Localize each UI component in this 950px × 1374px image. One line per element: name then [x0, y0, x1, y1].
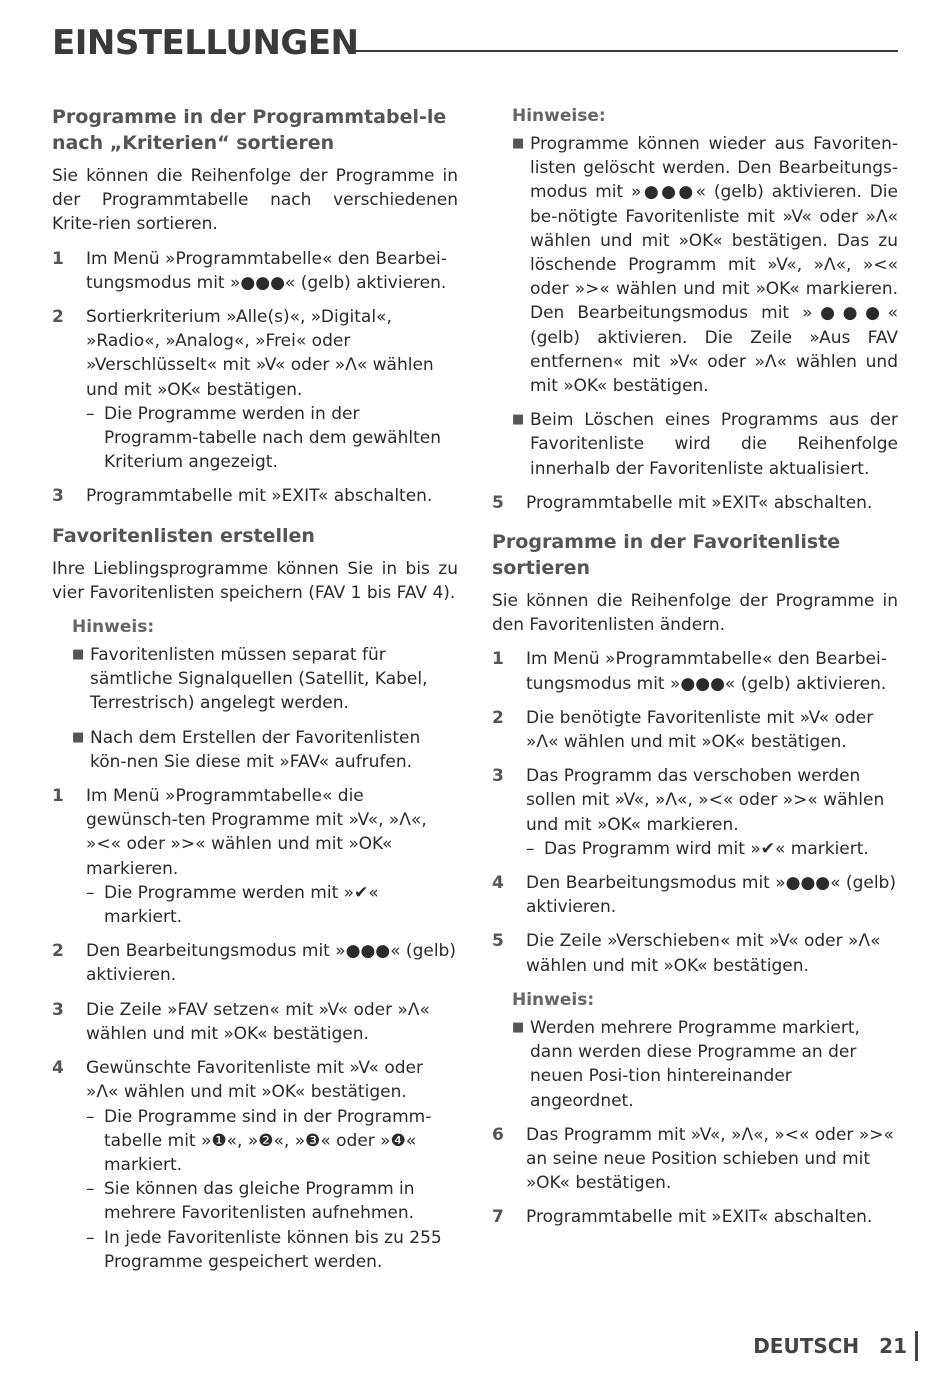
result-text: Sie können das gleiche Programm in mehrere Favoritenlisten aufnehmen. — [104, 1179, 415, 1224]
result-text: Die Programme sind in der Programm-tabelle mit »❶«, »❷«, »❸« oder »❹« markiert. — [104, 1106, 432, 1175]
intro-favorites-sort: Sie können die Reihenfolge der Programme in den Favoritenlisten ändern. — [492, 591, 898, 636]
note-label: Hinweise: — [512, 106, 606, 126]
step-text: Programmtabelle mit »EXIT« abschalten. — [526, 1207, 873, 1228]
note-label: Hinweis: — [512, 989, 595, 1010]
result-line — [86, 1105, 458, 1178]
result-text: Die Programme werden mit »✔« markiert. — [104, 882, 379, 928]
step-item — [492, 764, 898, 861]
note-box — [492, 988, 898, 1113]
step-number: 1 — [52, 248, 64, 269]
step-body — [86, 305, 458, 474]
dash-mark: – — [86, 1227, 95, 1248]
note-box — [492, 104, 898, 481]
note-text: Nach dem Erstellen der Favoritenlisten kön-nen Sie diese mit »FAV« aufrufen. — [90, 727, 421, 772]
section-favorites-sort — [492, 529, 898, 1229]
step-text: Den Bearbeitungsmodus mit »●●●« (gelb) aktivieren. — [86, 941, 456, 986]
step-item — [492, 491, 898, 515]
step-number: 1 — [52, 786, 64, 807]
square-bullet-icon: ■ — [512, 1019, 525, 1035]
dash-mark: – — [86, 1106, 95, 1127]
step-item — [52, 998, 458, 1046]
step-number: 5 — [492, 931, 504, 952]
step-number: 1 — [492, 649, 504, 670]
section-sort-criteria — [52, 104, 458, 509]
note-bullet — [512, 132, 898, 398]
step-text: Gewünschte Favoritenliste mit »V« oder »Λ« wählen und mit »OK« bestätigen. — [86, 1058, 424, 1103]
page-title: EINSTELLUNGEN — [52, 23, 359, 63]
step-item — [492, 706, 898, 754]
step-item — [52, 784, 458, 929]
note-text: Werden mehrere Programme markiert, dann werden diese Programme an der neuen Posi-tion hintereinander angeordnet. — [530, 1017, 860, 1111]
left-column — [52, 104, 458, 1288]
intro-favorites-create: Ihre Lieblingsprogramme können Sie in bis zu vier Favoritenlisten speichern (FAV 1 bis FAV 4). — [52, 558, 458, 603]
note-label: Hinweis: — [72, 617, 155, 638]
title-rule — [352, 50, 898, 52]
result-line — [86, 1226, 458, 1274]
step-item — [492, 1205, 898, 1229]
step-item — [492, 929, 898, 977]
step-text: Im Menü »Programmtabelle« die gewünsch-ten Programme mit »V«, »Λ«, »<« oder »>« wählen und mit »OK« markieren. — [86, 786, 427, 879]
result-text: In jede Favoritenliste können bis zu 255 Programme gespeichert werden. — [104, 1227, 442, 1272]
step-item — [52, 247, 458, 295]
note-box — [52, 615, 458, 774]
step-number: 7 — [492, 1207, 504, 1228]
footer-language: DEUTSCH — [753, 1334, 860, 1358]
page-number: 21 — [871, 1331, 918, 1361]
step-body — [86, 784, 458, 929]
note-text: Favoritenlisten müssen separat für sämtliche Signalquellen (Satellit, Kabel, Terrestrisch) angelegt werden. — [90, 645, 428, 714]
step-text: Im Menü »Programmtabelle« den Bearbei-tungsmodus mit »●●●« (gelb) aktivieren. — [86, 248, 447, 293]
heading-favorites-create: Favoritenlisten erstellen — [52, 524, 315, 547]
step-number: 4 — [492, 873, 504, 894]
step-text: Im Menü »Programmtabelle« den Bearbei-tungsmodus mit »●●●« (gelb) aktivieren. — [526, 649, 887, 694]
step-text: Die Zeile »Verschieben« mit »V« oder »Λ« wählen und mit »OK« bestätigen. — [526, 931, 881, 976]
note-bullet — [512, 1016, 898, 1113]
step-number: 2 — [52, 941, 64, 962]
right-column — [492, 104, 898, 1244]
dash-mark: – — [526, 838, 535, 859]
step-number: 3 — [52, 486, 64, 507]
step-item — [52, 1056, 458, 1274]
dash-mark: – — [86, 403, 95, 424]
note-bullet — [512, 408, 898, 481]
dash-mark: – — [86, 882, 95, 903]
square-bullet-icon: ■ — [72, 647, 85, 663]
result-line — [86, 402, 458, 475]
note-bullet — [72, 643, 458, 716]
step-body — [526, 764, 898, 861]
step-text: Die benötigte Favoritenliste mit »V« oder »Λ« wählen und mit »OK« bestätigen. — [526, 707, 874, 753]
step-number: 5 — [492, 492, 504, 513]
step-item — [492, 647, 898, 695]
note-text: Programme können wieder aus Favoriten-listen gelöscht werden. Den Bearbeitungs-modus mit »●●●« (gelb) aktivieren. Die be-nötigte Favoritenliste mit »V« oder »Λ« wählen und mit »OK« bestätigen. Das zu löschende Programm mit »V«, »Λ«, »<« oder »>« wählen und mit »OK« markieren. Den Bearbeitungsmodus mit »●●●« (gelb) aktivieren. Die Zeile »Aus FAV entfernen« mit »V« oder »Λ« wählen und mit »OK« bestätigen. — [530, 134, 898, 397]
step-text: Das Programm das verschoben werden sollen mit »V«, »Λ«, »<« oder »>« wählen und mit »OK« markieren. — [526, 766, 885, 835]
page-footer — [753, 1328, 918, 1364]
result-text: Das Programm wird mit »✔« markiert. — [544, 838, 869, 859]
note-text: Beim Löschen eines Programms aus der Favoritenliste wird die Reihenfolge innerhalb der Favoritenliste aktualisiert. — [530, 410, 898, 479]
heading-favorites-sort: Programme in der Favoritenliste sortieren — [492, 531, 841, 580]
result-line — [526, 837, 898, 861]
step-number: 3 — [52, 999, 64, 1020]
square-bullet-icon: ■ — [512, 412, 525, 428]
step-item — [52, 305, 458, 474]
step-item — [492, 1123, 898, 1196]
intro-sort-criteria: Sie können die Reihenfolge der Programme in der Programmtabelle nach verschiedenen Krite-rien sortieren. — [52, 166, 458, 235]
result-text: Die Programme werden in der Programm-tabelle nach dem gewählten Kriterium angezeigt. — [104, 403, 441, 473]
step-number: 6 — [492, 1124, 504, 1145]
square-bullet-icon: ■ — [72, 729, 85, 745]
step-text: Programmtabelle mit »EXIT« abschalten. — [526, 492, 873, 513]
step-text: Sortierkriterium »Alle(s)«, »Digital«, »Radio«, »Analog«, »Frei« oder »Verschlüsselt« mit »V« oder »Λ« wählen und mit »OK« bestätigen. — [86, 307, 434, 400]
step-text: Programmtabelle mit »EXIT« abschalten. — [86, 486, 433, 507]
dash-mark: – — [86, 1179, 95, 1200]
note-bullet — [72, 726, 458, 774]
step-number: 2 — [52, 307, 64, 328]
result-line — [86, 881, 458, 929]
step-item — [52, 484, 458, 508]
step-number: 2 — [492, 707, 504, 728]
step-number: 3 — [492, 766, 504, 787]
heading-sort-criteria: Programme in der Programmtabel-le nach „Kriterien“ sortieren — [52, 106, 447, 154]
step-text: Das Programm mit »V«, »Λ«, »<« oder »>« an seine neue Position schieben und mit »OK« bestätigen. — [526, 1124, 894, 1194]
step-text: Die Zeile »FAV setzen« mit »V« oder »Λ« wählen und mit »OK« bestätigen. — [86, 999, 430, 1044]
square-bullet-icon: ■ — [512, 136, 525, 151]
step-text: Den Bearbeitungsmodus mit »●●●« (gelb) aktivieren. — [526, 873, 896, 918]
step-item — [52, 939, 458, 987]
section-favorites-create — [52, 523, 458, 1274]
step-number: 4 — [52, 1058, 64, 1079]
step-body — [86, 1056, 458, 1274]
step-item — [492, 871, 898, 919]
result-line — [86, 1177, 458, 1225]
